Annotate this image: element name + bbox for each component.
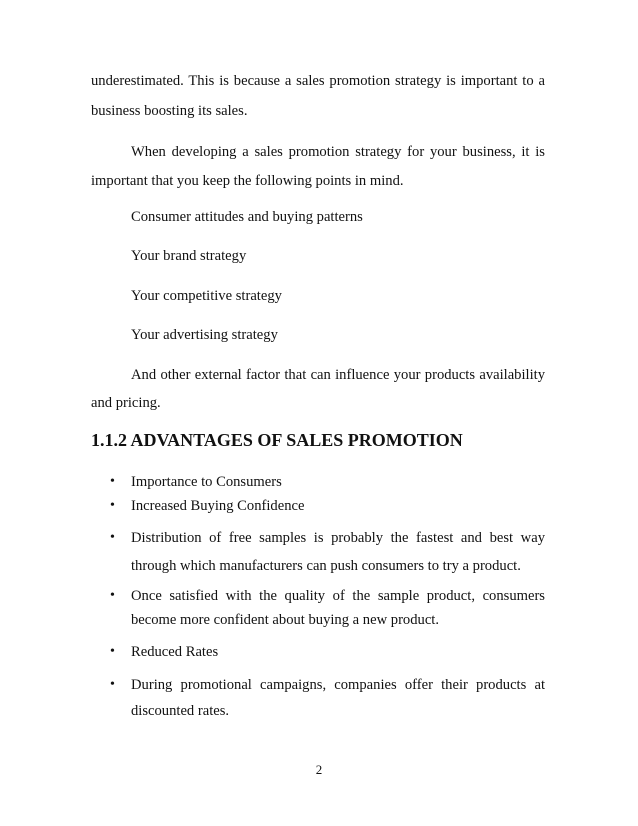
development-line-2: important that you keep the following points in mind. — [91, 173, 404, 189]
bullet-icon: • — [110, 530, 115, 545]
intro-line-1: underestimated. This is because a sales promotion strategy is important to a — [91, 73, 545, 89]
advantage-increased-buying-confidence: Increased Buying Confidence — [131, 498, 305, 514]
intro-line-2: business boosting its sales. — [91, 103, 248, 119]
development-line-1: When developing a sales promotion strategy for your business, it is — [131, 144, 545, 160]
bullet-icon: • — [110, 677, 115, 692]
external-line-1: And other external factor that can influence your products availability — [131, 367, 545, 383]
point-brand-strategy: Your brand strategy — [131, 248, 247, 264]
point-competitive-strategy: Your competitive strategy — [131, 288, 282, 304]
advantage-free-samples-line-2: through which manufacturers can push consumers to try a product. — [131, 558, 521, 574]
point-consumer-attitudes: Consumer attitudes and buying patterns — [131, 209, 363, 225]
bullet-icon: • — [110, 644, 115, 659]
external-line-2: and pricing. — [91, 395, 161, 411]
advantage-promotional-campaigns-line-1: During promotional campaigns, companies offer their products at — [131, 677, 545, 693]
bullet-icon: • — [110, 498, 115, 513]
point-advertising-strategy: Your advertising strategy — [131, 327, 278, 343]
page-number: 2 — [315, 762, 323, 777]
section-heading: 1.1.2 ADVANTAGES OF SALES PROMOTION — [91, 430, 463, 450]
advantage-sample-satisfaction-line-1: Once satisfied with the quality of the sample product, consumers — [131, 588, 545, 604]
advantage-importance-to-consumers: Importance to Consumers — [131, 474, 282, 490]
advantage-free-samples-line-1: Distribution of free samples is probably the fastest and best way — [131, 530, 545, 546]
advantage-reduced-rates: Reduced Rates — [131, 644, 219, 660]
bullet-icon: • — [110, 474, 115, 489]
advantage-sample-satisfaction-line-2: become more confident about buying a new product. — [131, 612, 439, 628]
bullet-icon: • — [110, 588, 115, 603]
advantage-promotional-campaigns-line-2: discounted rates. — [131, 703, 230, 719]
